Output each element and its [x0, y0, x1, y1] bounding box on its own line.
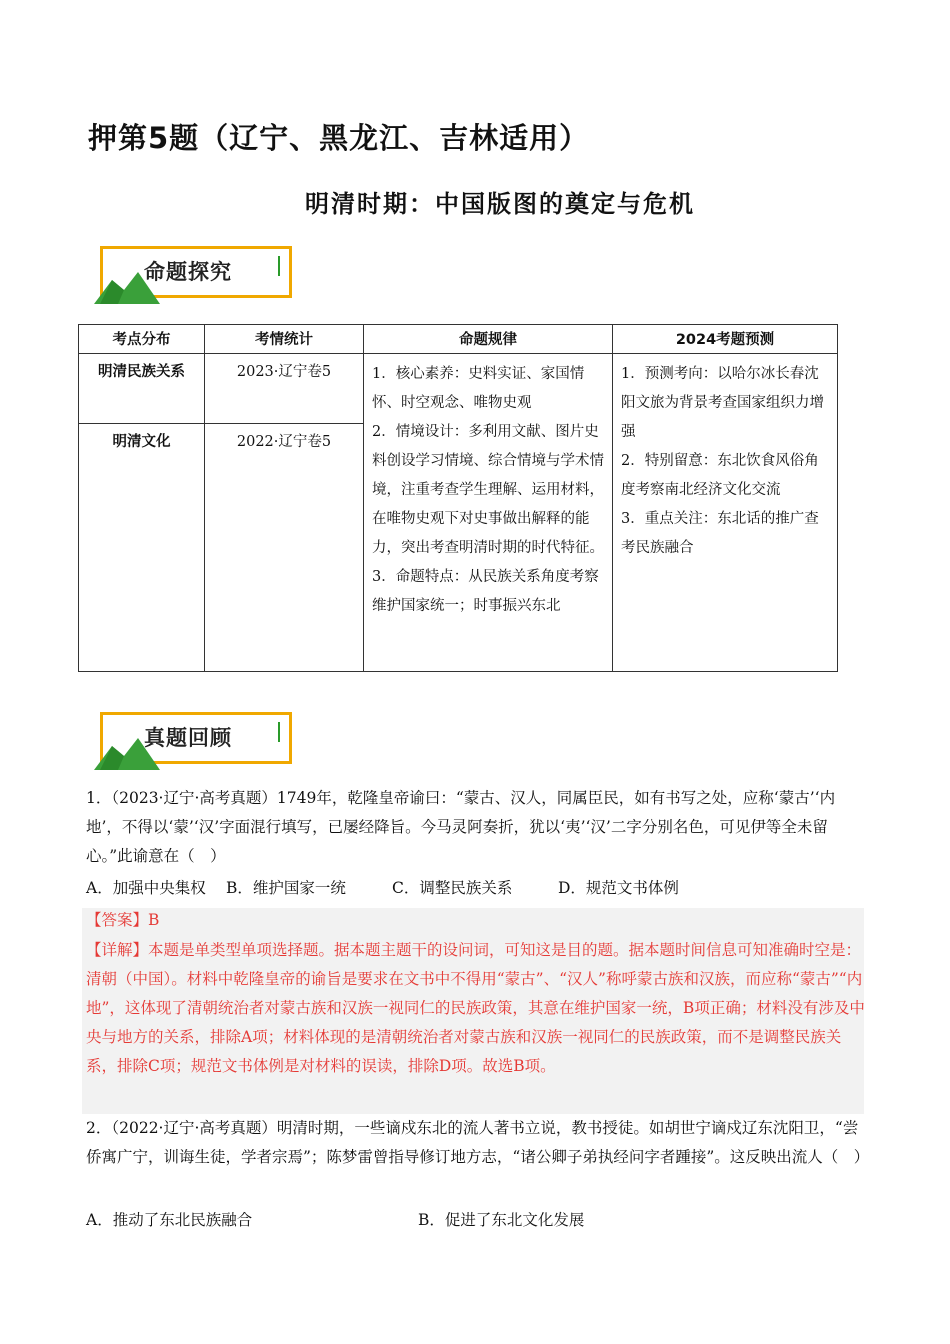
question-2-stem: 2．（2022·辽宁·高考真题）明清时期，一些谪戍东北的流人著书立说，教书授徒。如胡世宁谪戍辽东沈阳卫，“尝侨寓广宁，训诲生徒，学者宗焉”；陈梦雷曾指导修订地方志，“诸公卿子弟执经问字者踵接”。这反映出流人（ ） — [86, 1119, 870, 1166]
col-header-prediction: 2024考题预测 — [613, 325, 838, 354]
option-d: D．规范文书体例 — [558, 879, 679, 897]
option-b: B．促进了东北文化发展 — [418, 1211, 585, 1229]
section-banner-review — [94, 712, 294, 768]
rule-item: 1．核心素养：史料实证、家国情怀、时空观念、唯物史观 — [372, 366, 585, 411]
banner-accent-line — [278, 256, 280, 276]
prediction-item: 2．特别留意：东北饮食风俗角度考察南北经济文化交流 — [621, 453, 819, 498]
rules-cell — [364, 354, 613, 672]
section-banner-explore — [94, 246, 294, 302]
table-header-row — [79, 325, 838, 354]
exam-analysis-table — [78, 324, 838, 672]
option-c: C．调整民族关系 — [392, 879, 513, 897]
question-2-options — [86, 1206, 866, 1235]
col-header-rule: 命题规律 — [364, 325, 613, 354]
subtitle: 明清时期：中国版图的奠定与危机 — [305, 190, 695, 218]
prediction-item: 1．预测考向：以哈尔冰长春沈阳文旅为背景考查国家组织力增强 — [621, 366, 824, 440]
explanation-text: 【详解】本题是单类型单项选择题。据本题主题干的设问词，可知这是目的题。据本题时间信息可知准确时空是：清朝（中国）。材料中乾隆皇帝的谕旨是要求在文书中不得用“蒙古”、“汉人”称呼蒙古族和汉族，而应称“蒙古”“内地”，这体现了清朝统治者对蒙古族和汉族一视同仁的民族政策，其意在维护国家一统，B项正确；材料没有涉及中央与地方的关系，排除A项；材料体现的是清朝统治者对蒙古族和汉族一视同仁的民族政策，而不是调整民族关系，排除C项；规范文书体例是对材料的误读，排除D项。故选B项。 — [86, 941, 865, 1075]
rule-item: 3．命题特点：从民族关系角度考察维护国家统一；时事振兴东北 — [372, 569, 599, 614]
question-1-stem: 1．（2023·辽宁·高考真题）1749年，乾隆皇帝谕曰：“蒙古、汉人，同属臣民，如有书写之处，应称‘蒙古’‘内地’，不得以‘蒙’‘汉’字面混行填写，已屡经降旨。今马灵阿奏折，犹以‘夷’‘汉’二字分别名色，可见伊等全未留心。”此谕意在（ ） — [86, 789, 836, 865]
question-1-options — [86, 874, 866, 903]
rule-item: 2．情境设计：多利用文献、图片史料创设学习情境、综合情境与学术情境，注重考查学生理解、运用材料，在唯物史观下对史事做出解释的能力，突出考查明清时期的时代特征。 — [372, 424, 604, 556]
option-a: A．推动了东北民族融合 — [86, 1211, 253, 1229]
option-b: B．维护国家一统 — [226, 879, 346, 897]
col-header-stat: 考情统计 — [205, 325, 364, 354]
answer-line: 【答案】B — [86, 911, 160, 929]
col-header-topic: 考点分布 — [79, 325, 205, 354]
predictions-cell — [613, 354, 838, 672]
section-title-explore: 命题探究 — [144, 260, 232, 284]
topic-cell: 明清民族关系 — [79, 354, 205, 424]
table-row — [79, 354, 838, 424]
stat-cell: 2022·辽宁卷5 — [205, 424, 364, 672]
stat-cell: 2023·辽宁卷5 — [205, 354, 364, 424]
section-title-review: 真题回顾 — [144, 726, 232, 750]
prediction-item: 3．重点关注：东北话的推广查考民族融合 — [621, 511, 819, 556]
main-title: 押第5题（辽宁、黑龙江、吉林适用） — [88, 121, 590, 155]
banner-accent-line — [278, 722, 280, 742]
topic-cell: 明清文化 — [79, 424, 205, 672]
option-a: A．加强中央集权 — [86, 879, 206, 897]
